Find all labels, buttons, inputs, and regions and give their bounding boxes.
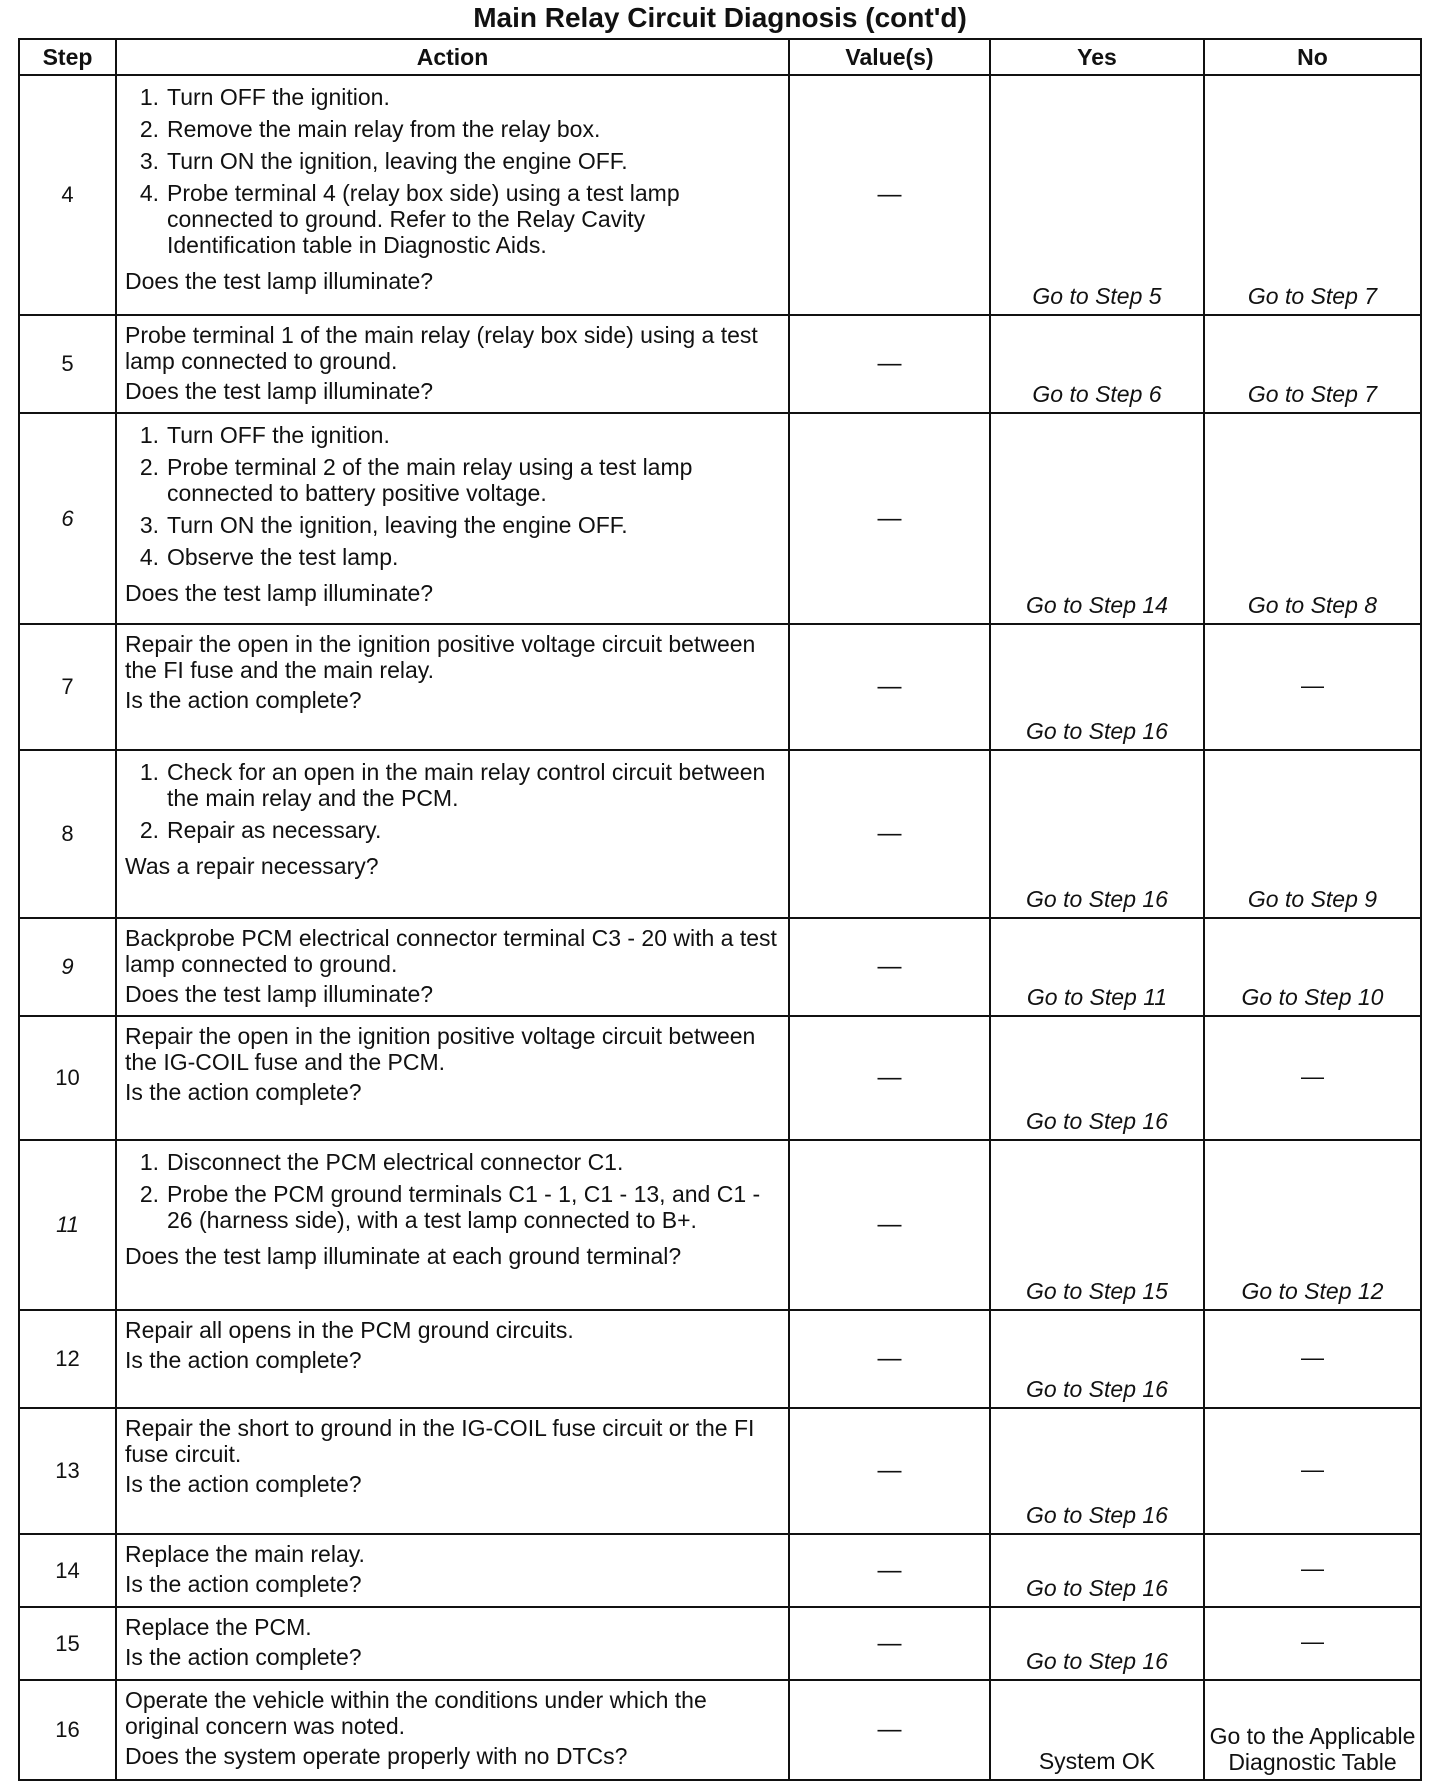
action-question: Is the action complete? <box>125 1347 362 1373</box>
no-cell: — <box>1204 1534 1421 1607</box>
yes-cell: Go to Step 16 <box>990 1016 1204 1140</box>
action-text: Backprobe PCM electrical connector terminal C3 - 20 with a test lamp connected to ground. <box>125 925 777 977</box>
header-yes: Yes <box>990 39 1204 75</box>
table-row <box>19 1680 1421 1780</box>
action-step: Probe the PCM ground terminals C1 - 1, C1 - 13, and C1 - 26 (harness side), with a test lamp connected to B+. <box>167 1181 761 1233</box>
table-row <box>19 750 1421 918</box>
action-step: Observe the test lamp. <box>167 544 399 570</box>
table-row <box>19 315 1421 413</box>
action-step: Probe terminal 2 of the main relay using a test lamp connected to battery positive voltage. <box>167 454 693 506</box>
value-cell: — <box>789 918 990 1016</box>
step-number: 6 <box>19 413 116 624</box>
action-steps <box>125 82 780 264</box>
diagnosis-table <box>18 38 1422 1781</box>
step-number: 15 <box>19 1607 116 1680</box>
no-cell: Go to Step 8 <box>1204 413 1421 624</box>
step-number: 4 <box>19 75 116 315</box>
value-cell: — <box>789 413 990 624</box>
table-row <box>19 1310 1421 1408</box>
action-text: Operate the vehicle within the conditions under which the original concern was noted. <box>125 1687 707 1739</box>
value-cell: — <box>789 750 990 918</box>
table-row <box>19 624 1421 750</box>
action-text: Repair all opens in the PCM ground circuits. <box>125 1317 574 1343</box>
action-question: Does the test lamp illuminate? <box>125 378 434 404</box>
value-cell: — <box>789 75 990 315</box>
action-cell <box>116 413 789 624</box>
step-number: 5 <box>19 315 116 413</box>
value-cell: — <box>789 1680 990 1780</box>
value-cell: — <box>789 1607 990 1680</box>
step-number: 11 <box>19 1140 116 1310</box>
header-values: Value(s) <box>789 39 990 75</box>
yes-cell: Go to Step 11 <box>990 918 1204 1016</box>
action-question: Is the action complete? <box>125 1079 362 1105</box>
yes-cell: Go to Step 5 <box>990 75 1204 315</box>
action-question: Does the test lamp illuminate? <box>125 580 434 606</box>
yes-cell: Go to Step 16 <box>990 1408 1204 1534</box>
value-cell: — <box>789 1310 990 1408</box>
action-question: Was a repair necessary? <box>125 853 379 879</box>
action-step: Check for an open in the main relay control circuit between the main relay and the PCM. <box>167 759 766 811</box>
table-row <box>19 918 1421 1016</box>
step-number: 13 <box>19 1408 116 1534</box>
action-step: Remove the main relay from the relay box. <box>167 116 601 142</box>
yes-cell: Go to Step 6 <box>990 315 1204 413</box>
action-cell <box>116 1140 789 1310</box>
yes-cell: Go to Step 16 <box>990 750 1204 918</box>
action-cell <box>116 750 789 918</box>
table-row <box>19 1408 1421 1534</box>
action-steps <box>125 420 780 576</box>
action-step: Disconnect the PCM electrical connector C1. <box>167 1149 624 1175</box>
step-number: 8 <box>19 750 116 918</box>
no-cell: Go to Step 9 <box>1204 750 1421 918</box>
no-cell: — <box>1204 1016 1421 1140</box>
action-question: Does the test lamp illuminate at each ground terminal? <box>125 1243 682 1269</box>
value-cell: — <box>789 315 990 413</box>
step-number: 7 <box>19 624 116 750</box>
yes-cell: Go to Step 16 <box>990 1534 1204 1607</box>
action-cell <box>116 315 789 413</box>
no-cell: — <box>1204 1408 1421 1534</box>
action-cell <box>116 1607 789 1680</box>
action-cell <box>116 75 789 315</box>
action-question: Is the action complete? <box>125 1571 362 1597</box>
no-cell: — <box>1204 624 1421 750</box>
no-cell: — <box>1204 1310 1421 1408</box>
no-cell: Go to Step 7 <box>1204 75 1421 315</box>
table-header-row <box>19 39 1421 75</box>
action-cell <box>116 918 789 1016</box>
value-cell: — <box>789 1408 990 1534</box>
action-step: Turn ON the ignition, leaving the engine OFF. <box>167 512 628 538</box>
action-step: Repair as necessary. <box>167 817 382 843</box>
action-text: Replace the main relay. <box>125 1541 365 1567</box>
action-question: Does the test lamp illuminate? <box>125 981 434 1007</box>
header-step: Step <box>19 39 116 75</box>
no-cell: Go to Step 10 <box>1204 918 1421 1016</box>
yes-cell: Go to Step 15 <box>990 1140 1204 1310</box>
step-number: 12 <box>19 1310 116 1408</box>
action-step: Turn OFF the ignition. <box>167 422 390 448</box>
value-cell: — <box>789 1534 990 1607</box>
table-row <box>19 413 1421 624</box>
value-cell: — <box>789 1140 990 1310</box>
value-cell: — <box>789 1016 990 1140</box>
action-text: Probe terminal 1 of the main relay (relay box side) using a test lamp connected to ground. <box>125 322 758 374</box>
header-no: No <box>1204 39 1421 75</box>
step-number: 14 <box>19 1534 116 1607</box>
action-step: Probe terminal 4 (relay box side) using a test lamp connected to ground. Refer to the Relay Cavity Identification table in Diagnostic Aids. <box>167 180 680 258</box>
action-text: Repair the short to ground in the IG-COIL fuse circuit or the FI fuse circuit. <box>125 1415 755 1467</box>
action-steps <box>125 757 780 849</box>
action-text: Repair the open in the ignition positive voltage circuit between the FI fuse and the main relay. <box>125 631 756 683</box>
no-cell: Go to Step 7 <box>1204 315 1421 413</box>
table-row <box>19 1140 1421 1310</box>
step-number: 16 <box>19 1680 116 1780</box>
action-cell <box>116 1408 789 1534</box>
action-question: Is the action complete? <box>125 1471 362 1497</box>
no-cell: Go to the Applicable Diagnostic Table <box>1204 1680 1421 1780</box>
yes-cell: Go to Step 16 <box>990 624 1204 750</box>
yes-cell: Go to Step 16 <box>990 1310 1204 1408</box>
action-cell <box>116 1016 789 1140</box>
action-question: Does the system operate properly with no DTCs? <box>125 1743 628 1769</box>
action-question: Does the test lamp illuminate? <box>125 268 434 294</box>
step-number: 9 <box>19 918 116 1016</box>
action-step: Turn ON the ignition, leaving the engine OFF. <box>167 148 628 174</box>
yes-cell: Go to Step 14 <box>990 413 1204 624</box>
action-cell <box>116 1534 789 1607</box>
table-row <box>19 1607 1421 1680</box>
step-number: 10 <box>19 1016 116 1140</box>
action-question: Is the action complete? <box>125 687 362 713</box>
value-cell: — <box>789 624 990 750</box>
page-title: Main Relay Circuit Diagnosis (cont'd) <box>473 2 967 33</box>
action-step: Turn OFF the ignition. <box>167 84 390 110</box>
header-action: Action <box>116 39 789 75</box>
action-question: Is the action complete? <box>125 1644 362 1670</box>
action-cell <box>116 1310 789 1408</box>
action-cell <box>116 624 789 750</box>
yes-cell: System OK <box>990 1680 1204 1780</box>
action-cell <box>116 1680 789 1780</box>
action-text: Replace the PCM. <box>125 1614 312 1640</box>
action-text: Repair the open in the ignition positive voltage circuit between the IG-COIL fuse and the PCM. <box>125 1023 756 1075</box>
table-row <box>19 1016 1421 1140</box>
action-steps <box>125 1147 780 1239</box>
no-cell: Go to Step 12 <box>1204 1140 1421 1310</box>
table-row <box>19 1534 1421 1607</box>
yes-cell: Go to Step 16 <box>990 1607 1204 1680</box>
no-cell: — <box>1204 1607 1421 1680</box>
table-row <box>19 75 1421 315</box>
